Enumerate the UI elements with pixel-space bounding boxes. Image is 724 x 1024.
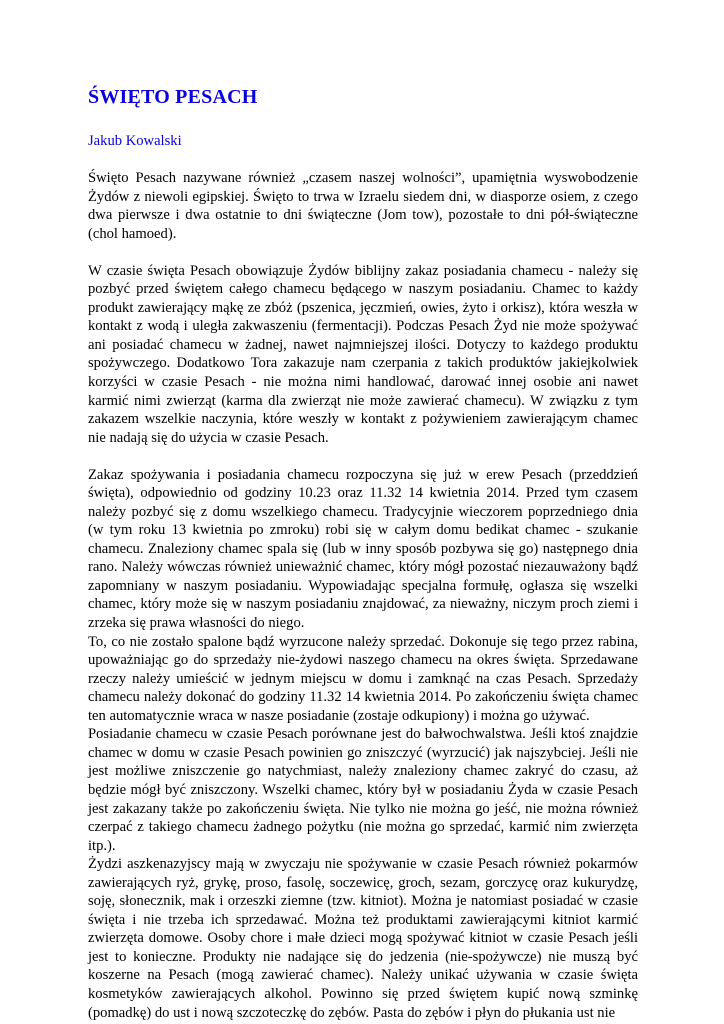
paragraph-erew-pesach: Zakaz spożywania i posiadania chamecu rozpoczyna się już w erew Pesach (przeddzień święta), odpowiednio od godziny 10.23 oraz 11.32 14 kwietnia 2014. Przed tym czasem należy pozbyć się z domu wszelkiego chamecu. Tradycyjnie wieczorem poprzedniego dnia (w tym roku 13 kwietnia po zmroku) robi się w całym domu bedikat chamec - szukanie chamecu. Znaleziony chamec spala się (lub w inny sposób pozbywa się go) następnego dnia rano. Należy wówczas również unieważnić chamec, który mógł pozostać niezauważony bądź zapomniany w naszym posiadaniu. Wypowiadając specjalna formułę, ogłasza się wszelki chamec, który może się w naszym posiadaniu znajdować, za nieważny, niczym proch ziemi i zrzeka się prawa własności do niego. <box>88 466 638 632</box>
paragraph-kitniot: Żydzi aszkenazyjscy mają w zwyczaju nie spożywanie w czasie Pesach również pokarmów zawierających ryż, grykę, proso, fasolę, soczewicę, groch, sezam, gorczycę oraz kukurydzę, soję, słonecznik, mak i orzeszki ziemne (tzw. kitniot). Można je natomiast posiadać w czasie święta i nie trzeba ich sprzedawać. Można też produktami zawierającymi kitniot karmić zwierzęta domowe. Osoby chore i małe dzieci mogą spożywać kitniot w czasie Pesach jeśli jest to konieczne. Produkty nie nadające się do jedzenia (nie-spożywcze) nie muszą być koszerne na Pesach (mogą zawierać chamec). Należy unikać używania w czasie święta kosmetyków zawierających alkohol. Powinno się przed świętem kupić nową szminkę (pomadkę) do ust i nową szczoteczkę do zębów. Pasta do zębów i płyn do płukania ust nie <box>88 856 638 1021</box>
paragraph-chamec-ban: W czasie święta Pesach obowiązuje Żydów biblijny zakaz posiadania chamecu - należy się pozbyć przed świętem całego chamecu będącego w naszym posiadaniu. Chamec to każdy produkt zawierający mąkę ze zbóż (pszenica, jęczmień, owies, żyto i orkisz), która weszła w kontakt z wodą i uległa zakwaszeniu (fermentacji). Podczas Pesach Żyd nie może spożywać ani posiadać chamecu w żadnej, nawet najmniejszej ilości. Dotyczy to każdego produktu spożywczego. Dodatkowo Tora zakazuje nam czerpania z takich produktów jakiejkolwiek korzyści w czasie Pesach - nie można nimi handlować, darować innej osobie ani nawet karmić nimi zwierząt (karma dla zwierząt nie może zawierać chamecu). W związku z tym zakazem wszelkie naczynia, które weszły w kontakt z pożywieniem zawierającym chamec nie nadają się do użycia w czasie Pesach. <box>88 262 638 446</box>
author-name: Jakub Kowalski <box>88 133 182 149</box>
paragraph-intro: Święto Pesach nazywane również „czasem naszej wolności”, upamiętnia wyswobodzenie Żydów z niewoli egipskiej. Święto to trwa w Izraelu siedem dni, w diasporze osiem, z czego dwa pierwsze i dwa ostatnie to dni świąteczne (Jom tow), pozostałe to dni pół-świąteczne (chol hamoed). <box>88 170 638 242</box>
paragraph-idolatry: Posiadanie chamecu w czasie Pesach porównane jest do bałwochwalstwa. Jeśli ktoś znajdzie chamec w domu w czasie Pesach powinien go zniszczyć (wyrzucić) jak najszybciej. Jeśli nie jest możliwe zniszczenie go natychmiast, należy znaleziony chamec zakryć do czasu, aż będzie mógł być zniszczony. Wszelki chamec, który był w posiadaniu Żyda w czasie Pesach jest zakazany także po zakończeniu święta. Nie tylko nie można go jeść, nie można również czerpać z takiego chamecu żadnego pożytku (nie można go sprzedać, karmić nim zwierzęta itp.). <box>88 726 638 854</box>
paragraph-selling: To, co nie zostało spalone bądź wyrzucone należy sprzedać. Dokonuje się tego przez rabina, upoważniając go do sprzedaży nie-żydowi naszego chamecu na okres święta. Sprzedawane rzeczy należy umieścić w jednym miejscu w domu i zamknąć na czas Pesach. Sprzedaży chamecu należy dokonać do godziny 11.32 14 kwietnia 2014. Po zakończeniu święta chamec ten automatycznie wraca w nasze posiadanie (zostaje odkupiony) i można go używać. <box>88 633 638 724</box>
page-title: ŚWIĘTO PESACH <box>88 86 258 108</box>
